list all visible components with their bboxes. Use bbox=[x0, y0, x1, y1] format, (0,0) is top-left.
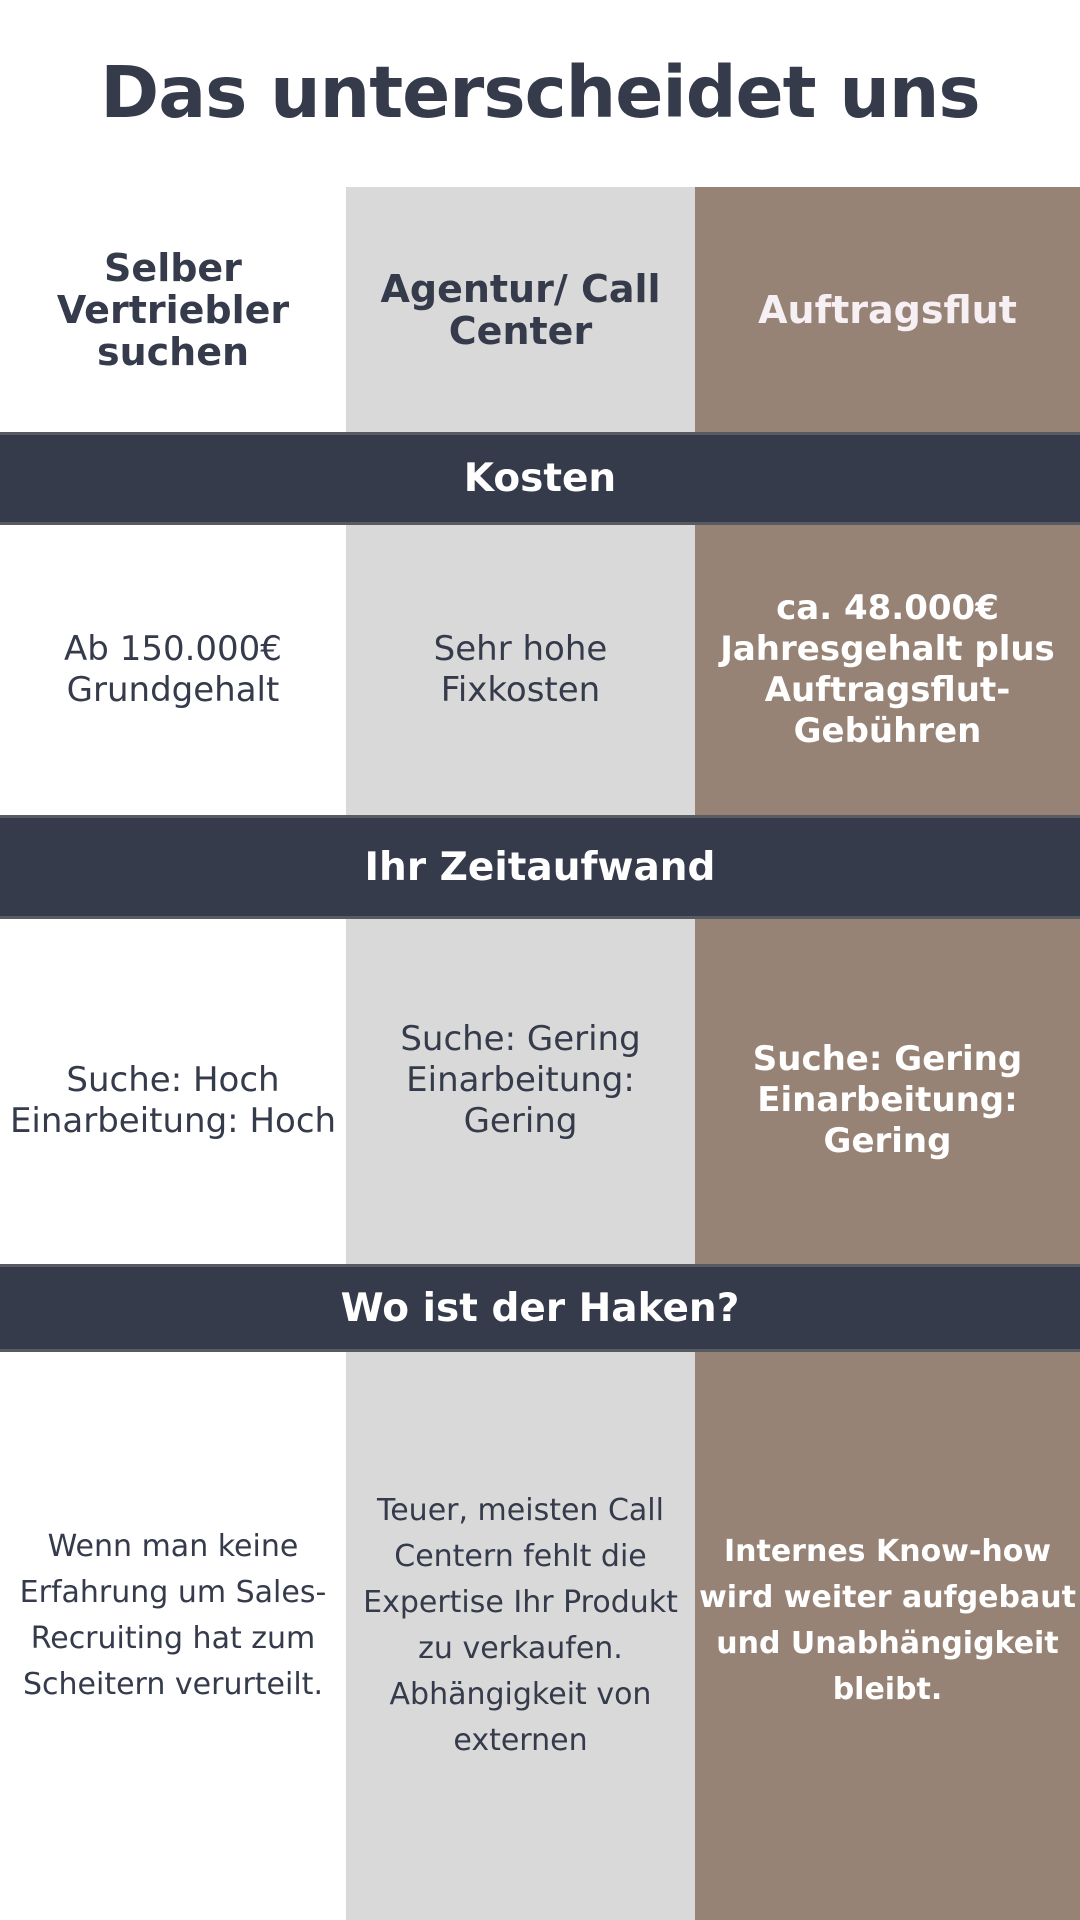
haken-cell-self: Wenn man keine Erfahrung um Sales- Recruiting hat zum Scheitern verurteilt. bbox=[19, 1529, 327, 1702]
page-title: Das unterscheidet uns bbox=[100, 51, 980, 134]
zeitaufwand-cell-agency: Suche: Gering Einarbeitung: Gering bbox=[400, 1019, 641, 1141]
column-header-agency: Agentur/ Call Center bbox=[380, 266, 661, 353]
section-heading-haken: Wo ist der Haken? bbox=[0, 1264, 1080, 1352]
section-heading-zeitaufwand: Ihr Zeitaufwand bbox=[0, 815, 1080, 919]
kosten-cell-agency: Sehr hohe Fixkosten bbox=[433, 629, 608, 710]
zeitaufwand-cell-self: Suche: Hoch Einarbeitung: Hoch bbox=[9, 1059, 337, 1141]
kosten-cell-auftragsflut: ca. 48.000€ Jahresgehalt plus Auftragsflut- Gebühren bbox=[720, 588, 1055, 751]
column-header-self: Selber Vertriebler suchen bbox=[56, 245, 290, 374]
zeitaufwand-cell-auftragsflut: Suche: Gering Einarbeitung: Gering bbox=[752, 1039, 1023, 1161]
kosten-cell-self: Ab 150.000€ Grundgehalt bbox=[64, 629, 282, 710]
column-header-auftragsflut: Auftragsflut bbox=[758, 287, 1017, 332]
section-heading-kosten: Kosten bbox=[0, 432, 1080, 525]
haken-cell-auftragsflut: Internes Know-how wird weiter aufgebaut und Unabhängigkeit bleibt. bbox=[699, 1534, 1076, 1707]
haken-cell-agency: Teuer, meisten Call Centern fehlt die Expertise Ihr Produkt zu verkaufen. Abhängigkeit von externen bbox=[363, 1493, 678, 1758]
